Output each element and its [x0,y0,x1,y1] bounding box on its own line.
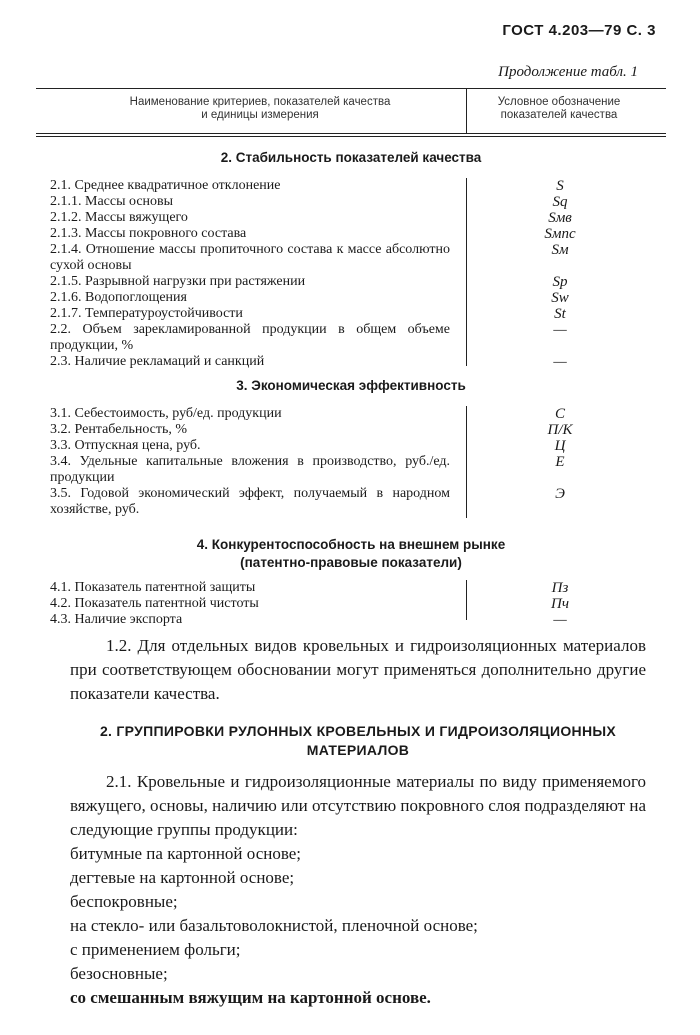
col1-header: Наименование критериев, показателей качества и единицы измерения [129,96,391,121]
table-row: 2.3. Наличие рекламаций и санкций [50,354,265,369]
header-bottom-rule-2 [36,136,666,137]
symbol: St [554,306,566,322]
symbols-column [530,406,590,502]
section-title: 3. Экономическая эффективность [236,378,466,393]
symbol: Sp [552,274,568,290]
table-row: 2.1.7. Температуроустойчивости [50,306,243,321]
list-item: дегтевые на картонной основе; [70,868,295,887]
section-rows [50,178,450,370]
symbol: Sq [552,194,568,210]
table-row: 3.2. Рентабельность, % [50,422,188,437]
table-continuation-label: Продолжение табл. 1 [498,64,638,80]
symbol: S [556,178,564,194]
table-row: 2.1. Среднее квадратичное отклонение [50,178,281,193]
table-top-rule [36,88,666,89]
symbol: Ц [554,438,566,454]
list-item: безосновные; [70,964,168,983]
table-row: 2.1.3. Массы покровного состава [50,226,247,241]
symbol: Sм [551,242,569,258]
symbols-column [530,580,590,628]
table-row: 2.1.6. Водопоглощения [50,290,187,305]
table-row: 3.4. Удельные капитальные вложения в производство, руб./ед. продукции [50,454,450,485]
table-row: 3.3. Отпускная цена, руб. [50,438,201,453]
header-bottom-rule [36,133,666,134]
header-divider [466,89,467,133]
symbol: Sмпс [544,226,576,242]
symbol: — [553,322,567,338]
symbols-column [530,178,590,370]
section-title: 2. Стабильность показателей качества [220,150,482,165]
list-item: со смешанным вяжущим на картонной основе. [70,988,431,1007]
paragraph-1-2 [70,634,646,706]
symbol: Пз [551,580,569,596]
column-divider [466,178,467,366]
symbol: Э [555,486,565,502]
symbol: Sw [551,290,569,306]
column-divider [466,580,467,620]
section-rows [50,580,450,628]
table-row: 4.3. Наличие экспорта [50,612,183,627]
table-row: 2.1.5. Разрывной нагрузки при растяжении [50,274,306,289]
page-header: ГОСТ 4.203—79 С. 3 [502,22,656,39]
intro-paragraph: 2.1. Кровельные и гидроизоляционные материалы по виду применяемого вяжущего, основы, наличию или отсутствию покровного слоя подразделяют на следующие группы продукции: [70,772,646,839]
table-row: 4.1. Показатель патентной защиты [50,580,256,595]
table-row: 4.2. Показатель патентной чистоты [50,596,259,611]
list-item: беспокровные; [70,892,178,911]
list-item: на стекло- или базальтоволокнистой, пленочной основе; [70,916,478,935]
symbol: Е [555,454,565,470]
col2-header: Условное обозначение показателей качества [497,96,621,121]
symbol: Пч [551,596,569,612]
table-row: 2.1.4. Отношение массы пропиточного состава к массе абсолютно сухой основы [50,242,450,273]
table-row: 3.5. Годовой экономический эффект, получаемый в народном хозяйстве, руб. [50,486,450,517]
column-divider [466,406,467,518]
symbol: П/К [547,422,573,438]
section-rows [50,406,450,518]
paragraph-text: 1.2. Для отдельных видов кровельных и гидроизоляционных материалов при соответствующем обосновании могут применяться дополнительно другие показатели качества. [70,636,646,703]
symbol: С [554,406,565,422]
table-row: 2.2. Объем зарекламированной продукции в общем объеме продукции, % [50,322,450,353]
section-heading: 2. ГРУППИРОВКИ РУЛОННЫХ КРОВЕЛЬНЫХ И ГИДРОИЗОЛЯЦИОННЫХ МАТЕРИАЛОВ [99,723,617,758]
symbol: Sмв [548,210,572,226]
list-item: с применением фольги; [70,940,241,959]
section-title: 4. Конкурентоспособность на внешнем рынке (патентно-правовые показатели) [196,537,506,570]
table-row: 3.1. Себестоимость, руб/ед. продукции [50,406,282,421]
symbol: — [553,354,567,370]
list-item: битумные па картонной основе; [70,844,302,863]
section2-body [70,770,646,1010]
symbol: — [553,612,567,628]
table-row: 2.1.2. Массы вяжущего [50,210,188,225]
table-row: 2.1.1. Массы основы [50,194,174,209]
